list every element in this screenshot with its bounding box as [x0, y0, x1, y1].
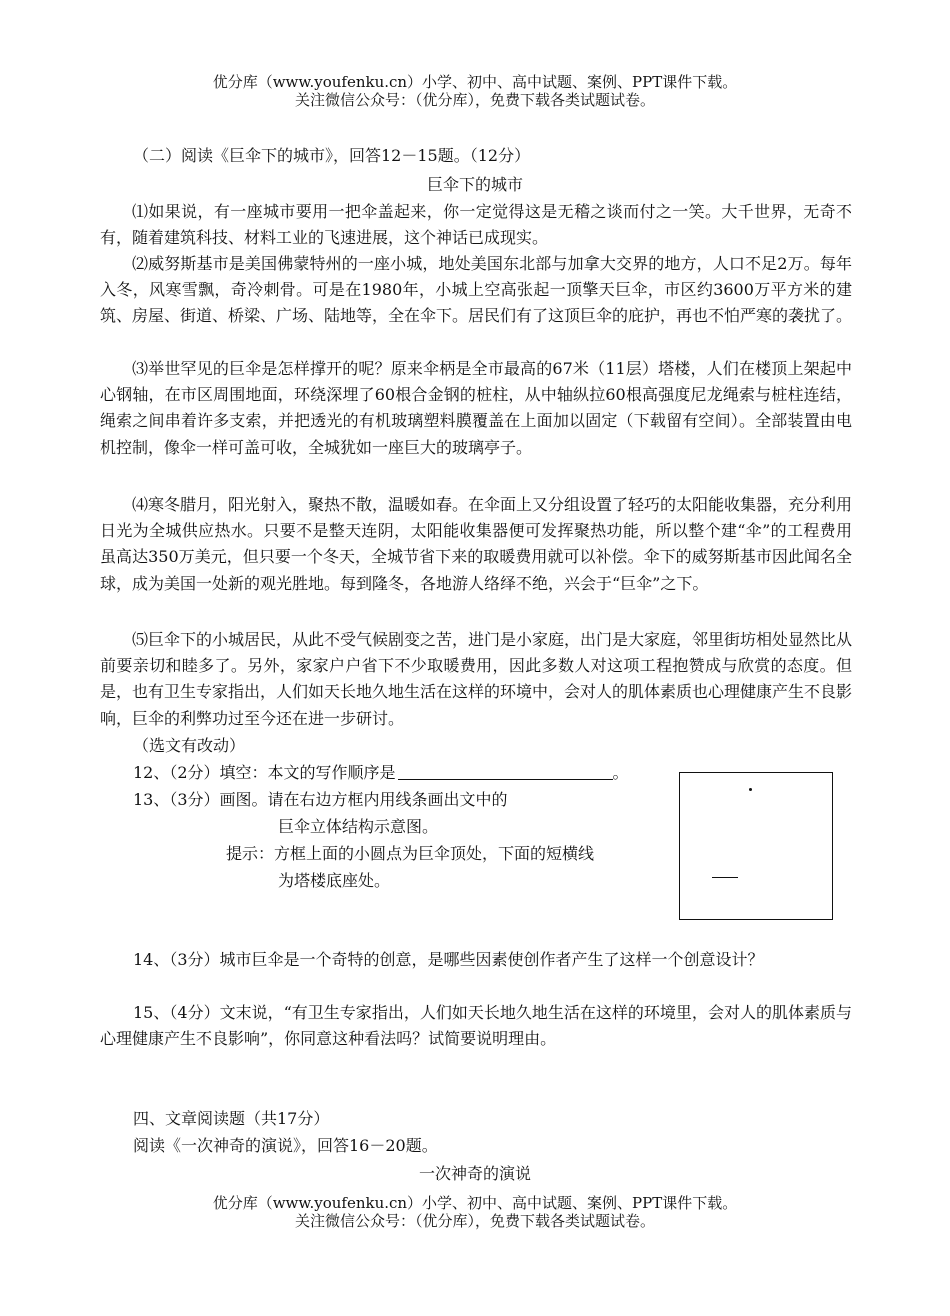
section-4-heading: 四、文章阅读题（共17分） — [133, 1109, 330, 1128]
hint-line-2: 为塔楼底座处。 — [278, 871, 391, 890]
hint-label: 提示： — [226, 844, 275, 863]
question-13-line-2: 巨伞立体结构示意图。 — [278, 817, 439, 836]
question-12-end: 。 — [612, 763, 629, 782]
article-title: 巨伞下的城市 — [426, 175, 523, 194]
tower-base-line — [712, 877, 738, 878]
paragraph-1: ⑴如果说，有一座城市要用一把伞盖起来，你一定觉得这是无稽之谈而付之一笑。大千世界，无奇不有，随着建筑科技、材料工业的飞速进展，这个神话已成现实。 — [100, 202, 852, 248]
paragraph-3: ⑶举世罕见的巨伞是怎样撑开的呢？原来伞柄是全市最高的67米（11层）塔楼，人们在楼顶上架起中心钢轴，在市区周围地面，环绕深埋了60根合金钢的桩柱，从中轴纵拉60根高强度尼龙绳索与桩柱连结，绳索之间串着许多支索，并把透光的有机玻璃塑料膜覆盖在上面加以固定（下载留有空间）。全部装置由电机控制，像伞一样可盖可收，全城犹如一座巨大的玻璃亭子。 — [100, 359, 852, 457]
drawing-box[interactable] — [679, 772, 833, 920]
header-line-1: 优分库（www.youfenku.cn）小学、初中、高中试题、案例、PPT课件下载。 — [212, 73, 738, 91]
paragraph-2: ⑵威努斯基市是美国佛蒙特州的一座小城，地处美国东北部与加拿大交界的地方，人口不足2万。每年入冬，风寒雪飘，奇冷刺骨。可是在1980年，小城上空高张起一顶擎天巨伞，市区约3600万平方米的建筑、房屋、街道、桥梁、广场、陆地等，全在伞下。居民们有了这顶巨伞的庇护，再也不怕严寒的袭扰了。 — [100, 254, 853, 326]
paragraph-4: ⑷寒冬腊月，阳光射入，聚热不散，温暖如春。在伞面上又分组设置了轻巧的太阳能收集器，充分利用日光为全城供应热水。只要不是整天连阴，太阳能收集器便可发挥聚热功能，所以整个建“伞”的工程费用虽高达350万美元，但只要一个冬天，全城节省下来的取暖费用就可以补偿。伞下的威努斯基市因此闻名全球，成为美国一处新的观光胜地。每到隆冬，各地游人络绎不绝，兴会于“巨伞”之下。 — [100, 495, 853, 593]
header-line-2: 关注微信公众号：（优分库），免费下载各类试题试卷。 — [294, 91, 655, 109]
footer-line-1: 优分库（www.youfenku.cn）小学、初中、高中试题、案例、PPT课件下载。 — [212, 1194, 738, 1212]
question-12-text: 12、（2分）填空：本文的写作顺序是 — [133, 763, 396, 782]
question-12 — [133, 762, 629, 784]
umbrella-top-dot — [749, 788, 752, 791]
hint-line-1: 方框上面的小圆点为巨伞顶处，下面的短横线 — [274, 844, 595, 863]
section-4-title: 一次神奇的演说 — [418, 1164, 531, 1183]
question-15: 15、（4分）文末说，“有卫生专家指出，人们如天长地久地生活在这样的环境里，会对人的肌体素质与心理健康产生不良影响”，你同意这种看法吗？试简要说明理由。 — [100, 1003, 852, 1049]
footer-line-2: 关注微信公众号：（优分库），免费下载各类试题试卷。 — [294, 1212, 655, 1230]
section-4-intro: 阅读《一次神奇的演说》，回答16－20题。 — [133, 1136, 438, 1155]
answer-blank-12[interactable] — [398, 763, 613, 780]
paragraph-5: ⑸巨伞下的小城居民，从此不受气候剧变之苦，进门是小家庭，出门是大家庭，邻里街坊相处显然比从前要亲切和睦多了。另外，家家户户省下不少取暖费用，因此多数人对这项工程抱赞成与欣赏的态度。但是，也有卫生专家指出，人们如天长地久地生活在这样的环境中，会对人的肌体素质也心理健康产生不良影响，巨伞的利弊功过至今还在进一步研讨。 — [100, 630, 853, 728]
excerpt-note: （选文有改动） — [133, 736, 246, 755]
question-14: 14、（3分）城市巨伞是一个奇特的创意，是哪些因素使创作者产生了这样一个创意设计？ — [133, 950, 764, 969]
question-13-line-1: 13、（3分）画图。请在右边方框内用线条画出文中的 — [133, 790, 508, 809]
section-intro: （二）阅读《巨伞下的城市》，回答12－15题。（12分） — [133, 146, 531, 165]
question-13-hint — [226, 843, 594, 865]
